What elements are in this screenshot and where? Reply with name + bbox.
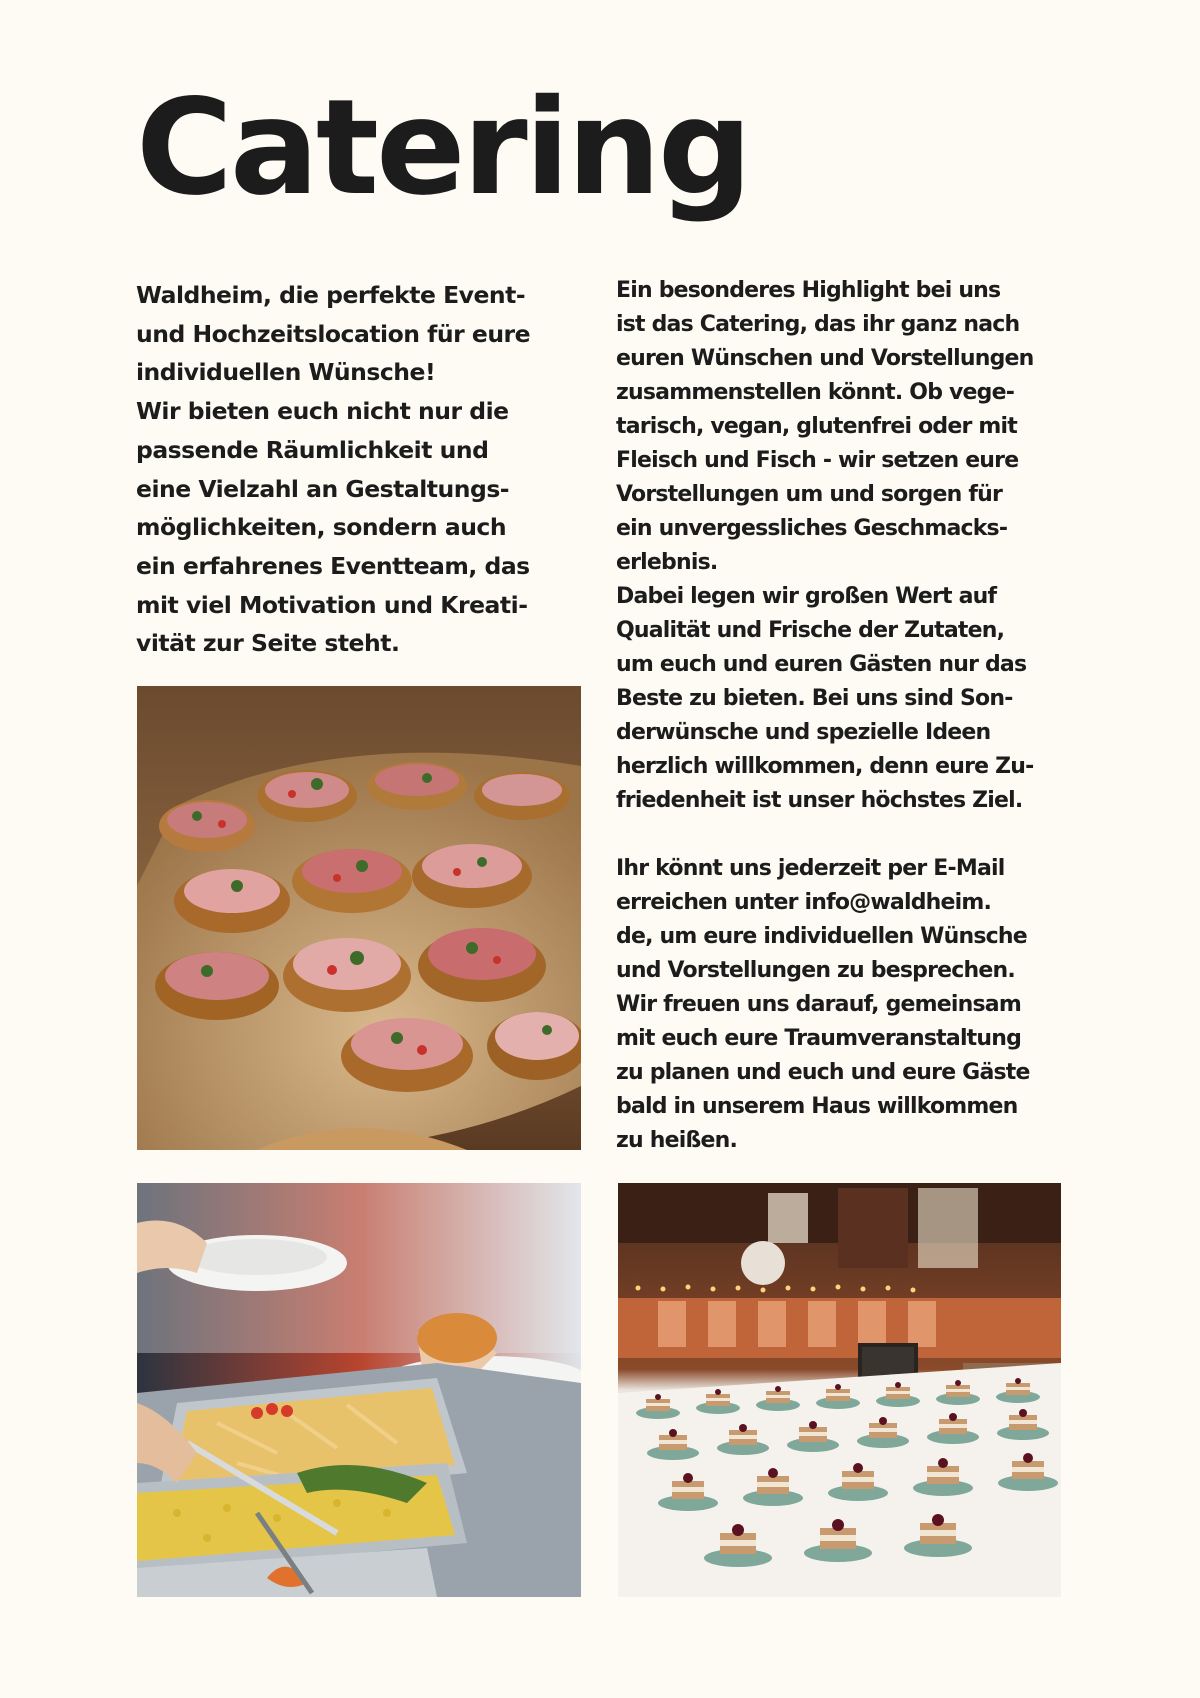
body-line: um euch und euren Gästen nur das xyxy=(616,652,1027,677)
intro-line: Waldheim, die perfekte Event- xyxy=(136,281,526,309)
intro-paragraph xyxy=(136,276,596,663)
body-line: Wir freuen uns darauf, gemeinsam xyxy=(616,992,1021,1017)
body-line: und Vorstellungen zu besprechen. xyxy=(616,958,1015,983)
paragraph-spacer xyxy=(616,818,1076,852)
body-line: friedenheit ist unser höchstes Ziel. xyxy=(616,788,1023,813)
bruschetta-illustration xyxy=(137,686,581,1150)
body-line: zusammenstellen könnt. Ob vege- xyxy=(616,380,1015,405)
body-line: derwünsche und spezielle Ideen xyxy=(616,720,991,745)
buffet-illustration xyxy=(137,1183,581,1597)
body-line: mit euch eure Traumveranstaltung xyxy=(616,1026,1022,1051)
buffet-photo xyxy=(137,1183,581,1597)
body-line: de, um eure individuellen Wünsche xyxy=(616,924,1027,949)
intro-line: mit viel Motivation und Kreati- xyxy=(136,590,528,619)
body-line: ist das Catering, das ihr ganz nach xyxy=(616,312,1020,337)
intro-line: Wir bieten euch nicht nur die xyxy=(136,397,509,426)
body-line: herzlich willkommen, denn eure Zu- xyxy=(616,754,1034,779)
dessert-illustration xyxy=(618,1183,1061,1597)
body-line: Beste zu bieten. Bei uns sind Son- xyxy=(616,686,1013,711)
body-line: erreichen unter info@waldheim. xyxy=(616,890,992,915)
bruschetta-photo xyxy=(137,686,581,1150)
body-line: Vorstellungen um und sorgen für xyxy=(616,482,1003,507)
body-line: zu planen und euch und eure Gäste xyxy=(616,1060,1030,1085)
body-line: euren Wünschen und Vorstellungen xyxy=(616,346,1034,371)
body-line: Ihr könnt uns jederzeit per E-Mail xyxy=(616,856,1005,881)
intro-line: eine Vielzahl an Gestaltungs- xyxy=(136,474,510,503)
intro-line: und Hochzeitslocation für eure xyxy=(136,319,531,348)
body-line: Fleisch und Fisch - wir setzen eure xyxy=(616,448,1019,473)
intro-line: passende Räumlichkeit und xyxy=(136,435,489,464)
contact-paragraph xyxy=(616,852,1076,1158)
intro-line: ein erfahrenes Eventteam, das xyxy=(136,551,530,580)
body-line: ein unvergessliches Geschmacks- xyxy=(616,516,1008,541)
dessert-photo xyxy=(618,1183,1061,1597)
page-title: Catering xyxy=(136,71,750,225)
body-line: tarisch, vegan, glutenfrei oder mit xyxy=(616,414,1017,439)
intro-line: möglichkeiten, sondern auch xyxy=(136,513,507,542)
intro-line: vität zur Seite steht. xyxy=(136,629,400,658)
body-line: Qualität und Frische der Zutaten, xyxy=(616,618,1005,643)
catering-paragraph xyxy=(616,274,1076,818)
body-line: erlebnis. xyxy=(616,550,718,575)
body-text-column xyxy=(616,274,1076,1158)
body-line: Dabei legen wir großen Wert auf xyxy=(616,584,997,609)
body-line: zu heißen. xyxy=(616,1128,738,1153)
body-line: bald in unserem Haus willkommen xyxy=(616,1094,1018,1119)
body-line: Ein besonderes Highlight bei uns xyxy=(616,278,1001,303)
intro-line: individuellen Wünsche! xyxy=(136,358,436,387)
